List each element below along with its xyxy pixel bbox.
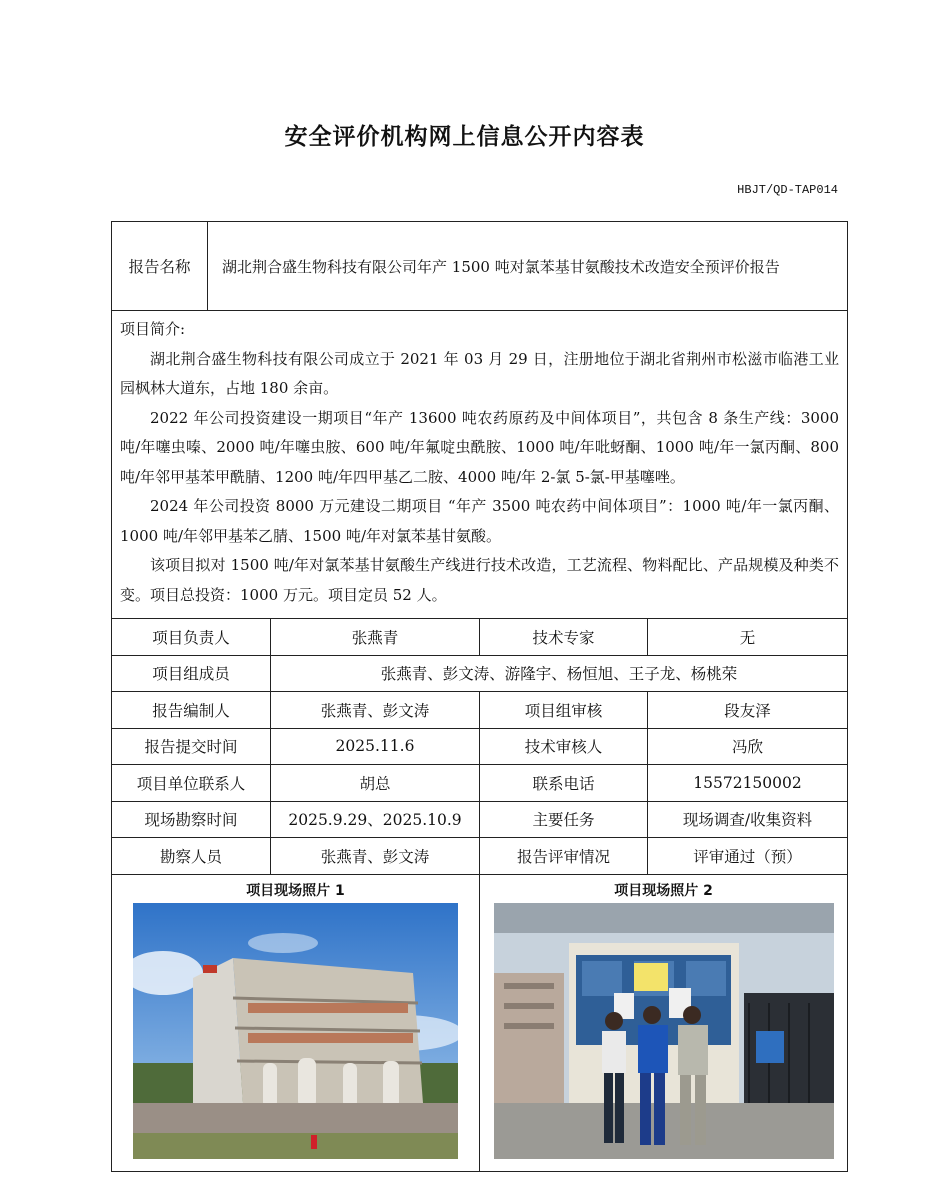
expert-value: 无 xyxy=(648,619,848,656)
contact-label: 项目单位联系人 xyxy=(112,765,271,802)
table-row xyxy=(112,728,848,765)
document-code: HBJT/QD-TAP014 xyxy=(737,183,838,197)
review-label: 项目组审核 xyxy=(480,692,648,729)
eval-label: 报告评审情况 xyxy=(480,838,648,875)
eval-value: 评审通过（预） xyxy=(648,838,848,875)
info-table xyxy=(111,221,848,1172)
submit-value: 2025.11.6 xyxy=(271,728,480,765)
table-row xyxy=(112,801,848,838)
table-row xyxy=(112,619,848,656)
intro-paragraph: 2022 年公司投资建设一期项目“年产 13600 吨农药原药及中间体项目”，共包含 8 条生产线：3000 吨/年噻虫嗪、2000 吨/年噻虫胺、600 吨/年氟啶虫酰胺、1000 吨/年吡蚜酮、1000 吨/年一氯丙酮、800 吨/年邻甲基苯甲酰腈、1200 吨/年四甲基乙二胺、4000 吨/年 2-氯 5-氯-甲基噻唑。 xyxy=(120,408,840,486)
report-name-label: 报告名称 xyxy=(112,222,208,311)
phone-value: 15572150002 xyxy=(648,765,848,802)
leader-value: 张燕青 xyxy=(271,619,480,656)
site-photo-2 xyxy=(494,903,834,1159)
phone-label: 联系电话 xyxy=(480,765,648,802)
survey-time-value: 2025.9.29、2025.10.9 xyxy=(271,801,480,838)
intro-paragraph: 2024 年公司投资 8000 万元建设二期项目 “年产 3500 吨农药中间体项目”：1000 吨/年一氯丙酮、1000 吨/年邻甲基苯乙腈、1500 吨/年对氯苯基甘氨酸。 xyxy=(120,497,840,545)
submit-label: 报告提交时间 xyxy=(112,728,271,765)
task-value: 现场调查/收集资料 xyxy=(648,801,848,838)
table-row xyxy=(112,765,848,802)
review-value: 段友泽 xyxy=(648,692,848,729)
compiler-label: 报告编制人 xyxy=(112,692,271,729)
photo1-cell xyxy=(112,874,480,1171)
report-name-value: 湖北荆合盛生物科技有限公司年产 1500 吨对氯苯基甘氨酸技术改造安全预评价报告 xyxy=(208,222,848,311)
task-label: 主要任务 xyxy=(480,801,648,838)
table-row xyxy=(112,692,848,729)
project-intro xyxy=(112,311,848,619)
photo2-title: 项目现场照片 2 xyxy=(614,882,713,899)
photo1-title: 项目现场照片 1 xyxy=(246,882,345,899)
members-value: 张燕青、彭文涛、游隆宇、杨恒旭、王子龙、杨桃荣 xyxy=(271,655,848,692)
survey-time-label: 现场勘察时间 xyxy=(112,801,271,838)
compiler-value: 张燕青、彭文涛 xyxy=(271,692,480,729)
document-title: 安全评价机构网上信息公开内容表 xyxy=(284,124,645,150)
photo2-cell xyxy=(480,874,848,1171)
surveyor-value: 张燕青、彭文涛 xyxy=(271,838,480,875)
intro-paragraph: 该项目拟对 1500 吨/年对氯苯基甘氨酸生产线进行技术改造，工艺流程、物料配比、产品规模及种类不变。项目总投资：1000 万元。项目定员 52 人。 xyxy=(120,556,840,604)
expert-label: 技术专家 xyxy=(480,619,648,656)
table-row xyxy=(112,655,848,692)
leader-label: 项目负责人 xyxy=(112,619,271,656)
intro-row xyxy=(112,311,848,619)
site-photo-1 xyxy=(133,903,458,1159)
intro-paragraph: 湖北荆合盛生物科技有限公司成立于 2021 年 03 月 29 日，注册地位于湖北省荆州市松滋市临港工业园枫林大道东，占地 180 余亩。 xyxy=(120,349,840,397)
table-row xyxy=(112,838,848,875)
surveyor-label: 勘察人员 xyxy=(112,838,271,875)
contact-value: 胡总 xyxy=(271,765,480,802)
tech-review-value: 冯欣 xyxy=(648,728,848,765)
tech-review-label: 技术审核人 xyxy=(480,728,648,765)
photo-row xyxy=(112,874,848,1171)
report-name-row xyxy=(112,222,848,311)
members-label: 项目组成员 xyxy=(112,655,271,692)
intro-heading: 项目简介: xyxy=(120,320,186,338)
